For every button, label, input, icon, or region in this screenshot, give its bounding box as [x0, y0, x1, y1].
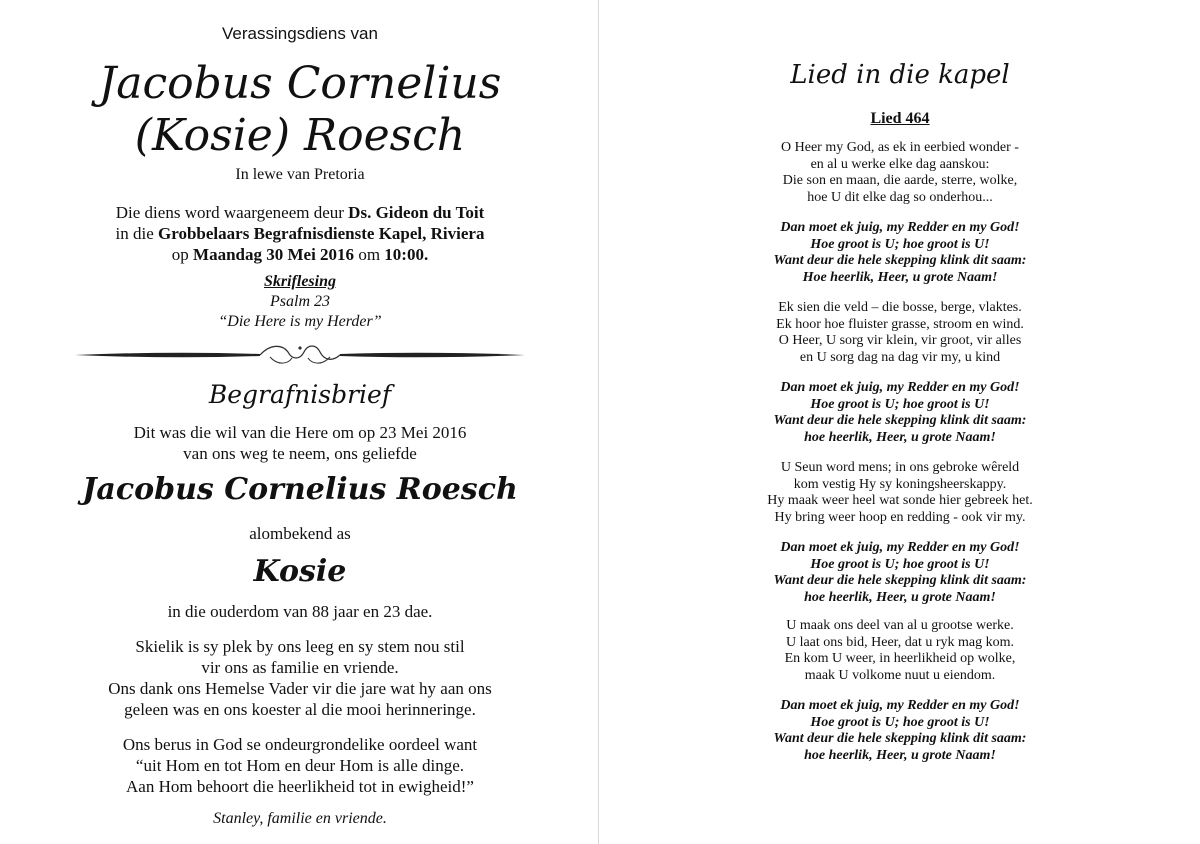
chorus-line: Dan moet ek juig, my Redder en my God!: [780, 220, 1020, 235]
letter-intro: [0, 422, 600, 464]
service-details: [0, 202, 600, 265]
chorus-line: Want deur die hele skepping klink dit saam:: [773, 731, 1027, 746]
chorus-line: hoe heerlik, Heer, u grote Naam!: [804, 747, 996, 763]
verse-line: Hy maak weer heel wat sonde hier gebreek het.: [767, 493, 1033, 508]
verse-line: Hy bring weer hoop en redding - ook vir my.: [774, 509, 1026, 525]
para1-line: Skielik is sy plek by ons leeg en sy stem nou stil: [135, 637, 465, 656]
signoff: Stanley, familie en vriende.: [213, 810, 387, 827]
verse-line: O Heer my God, as ek in eerbied wonder -: [781, 140, 1019, 155]
verse-line: U maak ons deel van al u grootse werke.: [786, 618, 1014, 633]
chorus-line: Hoe groot is U; hoe groot is U!: [810, 396, 990, 412]
hymn-number: Lied 464: [870, 110, 930, 127]
verse-line: O Heer, U sorg vir klein, vir groot, vir alles: [778, 333, 1022, 348]
verse-line: Ek sien die veld – die bosse, berge, vlaktes.: [778, 300, 1022, 315]
verse-1: [600, 140, 1200, 206]
chorus-line: Dan moet ek juig, my Redder en my God!: [780, 380, 1020, 395]
scripture-reading: [0, 272, 600, 332]
letter-line-2: van ons weg te neem, ons geliefde: [183, 444, 417, 463]
chorus-line: hoe heerlik, Heer, u grote Naam!: [804, 429, 996, 445]
letter-heading: Begrafnisbrief: [208, 380, 392, 409]
para1-line: vir ons as familie en vriende.: [201, 658, 399, 677]
chorus-line: Dan moet ek juig, my Redder en my God!: [780, 698, 1020, 713]
hymn-section-heading: Lied in die kapel: [790, 60, 1010, 90]
psalm-ref: Psalm 23: [270, 293, 330, 310]
verse-line: hoe U dit elke dag so onderhou...: [807, 189, 993, 205]
verse-3: [600, 460, 1200, 526]
nickname: Kosie: [253, 554, 347, 589]
para2-line: Ons berus in God se ondeurgrondelike oordeel want: [122, 735, 478, 754]
chorus-line: Want deur die hele skepping klink dit saam:: [773, 253, 1027, 268]
chorus-line: Want deur die hele skepping klink dit saam:: [773, 573, 1027, 588]
deceased-name: [0, 58, 600, 162]
verse-line: En kom U weer, in heerlikheid op wolke,: [784, 651, 1016, 666]
verse-line: kom vestig Hy sy koningsheerskappy.: [793, 476, 1007, 492]
para2-line: “uit Hom en tot Hom en deur Hom is alle dinge.: [135, 756, 465, 775]
name-line-1: Jacobus Cornelius: [98, 58, 502, 109]
letter-line-1: Dit was die wil van die Here om op 23 Mei 2016: [133, 423, 467, 442]
chorus-line: hoe heerlik, Heer, u grote Naam!: [804, 589, 996, 605]
reading-label: Skriflesing: [263, 273, 336, 290]
verse-line: Die son en maan, die aarde, sterre, wolke,: [782, 173, 1018, 188]
para2-line: Aan Hom behoort die heerlikheid tot in ewigheid!”: [126, 777, 474, 796]
verse-line: U Seun word mens; in ons gebroke wêreld: [780, 460, 1020, 475]
chorus-line: Dan moet ek juig, my Redder en my God!: [780, 540, 1020, 555]
details-line-1: Die diens word waargeneem deur Ds. Gideon du Toit: [115, 203, 485, 222]
chorus-line: Hoe groot is U; hoe groot is U!: [810, 714, 990, 730]
service-title: Verassingsdiens van: [222, 24, 378, 43]
known-as: alombekend as: [249, 524, 351, 543]
verse-line: maak U volkome nuut u eiendom.: [804, 667, 996, 683]
chorus-line: Hoe heerlik, Heer, u grote Naam!: [802, 269, 998, 285]
full-name: Jacobus Cornelius Roesch: [82, 472, 518, 507]
details-line-3: op Maandag 30 Mei 2016 om 10:00.: [171, 245, 429, 264]
letter-paragraph-1: [0, 636, 600, 720]
para1-line: geleen was en ons koester al die mooi herinneringe.: [124, 700, 476, 719]
chorus-line: Hoe groot is U; hoe groot is U!: [810, 236, 990, 252]
name-line-2: (Kosie) Roesch: [134, 110, 466, 161]
verse-2: [600, 300, 1200, 366]
ornament-divider: [70, 340, 530, 370]
chorus-line: Hoe groot is U; hoe groot is U!: [810, 556, 990, 572]
verse-line: Ek hoor hoe fluister grasse, stroom en wind.: [776, 316, 1024, 332]
chorus-line: Want deur die hele skepping klink dit saam:: [773, 413, 1027, 428]
verse-line: en al u werke elke dag aanskou:: [810, 156, 990, 172]
age-line: in die ouderdom van 88 jaar en 23 dae.: [167, 602, 433, 621]
chorus-4: [600, 698, 1200, 764]
psalm-quote: “Die Here is my Herder”: [218, 313, 382, 330]
para1-line: Ons dank ons Hemelse Vader vir die jare wat hy aan ons: [108, 679, 492, 698]
details-line-2: in die Grobbelaars Begrafnisdienste Kapel, Riviera: [115, 224, 485, 243]
chorus-1: [600, 220, 1200, 286]
residence: In lewe van Pretoria: [235, 166, 365, 183]
chorus-2: [600, 380, 1200, 446]
verse-4: [600, 618, 1200, 684]
chorus-3: [600, 540, 1200, 606]
verse-line: en U sorg dag na dag vir my, u kind: [799, 349, 1001, 365]
verse-line: U laat ons bid, Heer, dat u ryk mag kom.: [785, 634, 1015, 650]
letter-paragraph-2: [0, 734, 600, 797]
